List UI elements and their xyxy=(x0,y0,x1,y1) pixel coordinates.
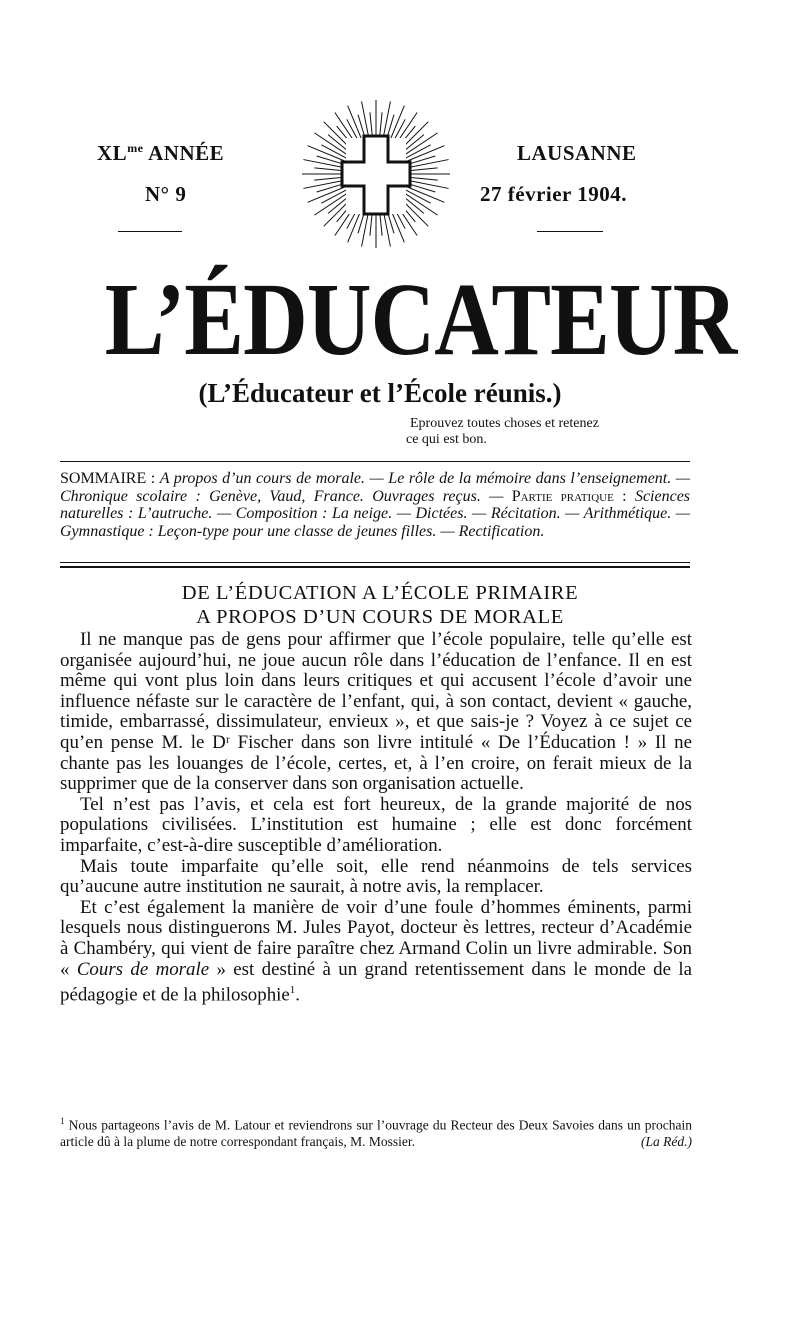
sommaire-part2: Sciences naturelles : L’autruche. — Composition : La neige. — Dictées. — Récitation. — Arithmétique. — Gymnastique : Leçon-type pour une classe de jeunes filles. — Rectification. xyxy=(60,487,691,540)
summary-top-rule xyxy=(60,461,690,462)
swiss-cross-sunburst-icon xyxy=(300,92,452,252)
partie-pratique-label: Partie pratique : xyxy=(511,487,635,505)
footnote-signature: (La Réd.) xyxy=(641,1133,692,1149)
year-word: ANNÉE xyxy=(143,141,225,165)
paragraph: Mais toute imparfaite qu’elle soit, elle rend néanmoins de tels services qu’aucune autre institution ne saurait, à notre avis, la remplacer. xyxy=(60,855,692,898)
city-label: LAUSANNE xyxy=(517,141,637,165)
epigraph-line: ce qui est bon. xyxy=(406,432,487,447)
sunburst-ray xyxy=(303,160,346,169)
sunburst-ray xyxy=(405,180,448,189)
paragraph-text: Et c’est également la manière de voir d’une foule d’hommes éminents, parmi lesquels nous distinguerons M. Jules Payot, docteur ès lettres, recteur d’Académie à Chambéry, qui vient de faire paraître chez Armand Colin un livre admirable. Son « xyxy=(60,896,692,980)
book-title: Cours de morale xyxy=(76,958,210,980)
article-title-line1: DE L’ÉDUCATION A L’ÉCOLE PRIMAIRE xyxy=(181,582,579,604)
article-title-line2: A PROPOS D’UN COURS DE MORALE xyxy=(196,606,564,628)
article-body xyxy=(60,630,692,1006)
right-header-rule xyxy=(537,231,603,232)
footnote-ref: 1 xyxy=(289,984,296,997)
paragraph: Il ne manque pas de gens pour affirmer que l’école populaire, telle qu’elle est organisée aujourd’hui, ne joue aucun rôle dans l’éducation de l’enfance. Il en est même qui vont plus loin dans leurs critiques et qui accusent l’école d’avoir une influence néfaste sur le caractère de l’enfant, qui, à son contact, devient « gauche, timide, embarrassé, dissimulateur, envieux », et que sais-je ? Voyez à ce sujet ce qu’en pense M. le Dʳ Fischer dans son livre intitulé « De l’Éducation ! » Il ne chante pas les louanges de l’école, certes, et, à l’en croire, on ferait mieux de la supprimer que de la conserver dans son organisation actuelle. xyxy=(60,629,692,795)
epigraph xyxy=(406,416,599,448)
summary-bottom-rule xyxy=(60,562,690,563)
sommaire-part1: A propos d’un cours de morale. — Le rôle de la mémoire dans l’enseignement. — Chronique scolaire : Genève, Vaud, France. Ouvrages reçus. — xyxy=(60,470,690,505)
paragraph: Tel n’est pas l’avis, et cela est fort heureux, de la grande majorité de nos populations civilisées. L’institution est humaine ; elle est donc forcément imparfaite, c’est-à-dire susceptible d’amélioration. xyxy=(60,793,692,856)
paragraph-text: » est destiné à un grand retentissement dans le monde de la pédagogie et de la philosophie xyxy=(60,958,692,1006)
footnote xyxy=(60,1113,692,1150)
paragraph-end: . xyxy=(295,984,301,1006)
sommaire xyxy=(60,470,690,540)
year-label xyxy=(97,141,224,166)
year-roman: XL xyxy=(97,141,128,165)
footnote-mark: 1 xyxy=(60,1116,65,1126)
year-suffix: me xyxy=(127,141,144,155)
journal-subtitle: (L’Éducateur et l’École réunis.) xyxy=(198,378,562,408)
sommaire-label: SOMMAIRE : xyxy=(60,470,160,487)
sunburst-ray xyxy=(303,180,346,189)
sunburst-ray xyxy=(405,160,448,169)
paragraph xyxy=(60,898,692,1006)
footnote-text: Nous partageons l’avis de M. Latour et reviendrons sur l’ouvrage du Recteur des Deux Savoies dans un prochain article dû à la plume de notre correspondant français, M. Mossier. xyxy=(60,1117,692,1149)
issue-number: N° 9 xyxy=(145,182,187,206)
left-header-rule xyxy=(118,231,182,232)
epigraph-line: Eprouvez toutes choses et retenez xyxy=(410,416,599,431)
issue-date: 27 février 1904. xyxy=(480,182,627,206)
summary-bottom-rule-2 xyxy=(60,566,690,568)
journal-title: L’ÉDUCATEUR xyxy=(104,262,737,377)
